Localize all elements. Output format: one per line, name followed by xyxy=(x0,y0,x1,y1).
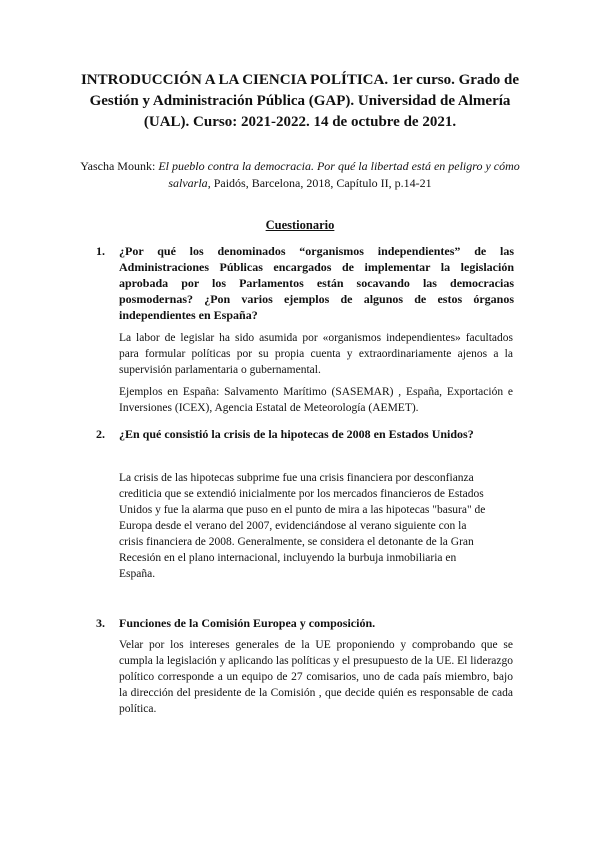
answer-1-examples: Ejemplos en España: Salvamento Marítimo (SASEMAR) , España, Exportación e Inversiones (ICEX), Agencia Estatal de Meteorología (AEMET). xyxy=(119,386,513,414)
reference-book-title: El pueblo contra la democracia. Por qué la libertad está en peligro y cómo salvarla xyxy=(158,159,520,190)
question-text: ¿En qué consistió la crisis de la hipotecas de 2008 en Estados Unidos? xyxy=(119,427,474,441)
reference-details: , Paidós, Barcelona, 2018, Capítulo II, p.14-21 xyxy=(207,176,432,190)
answer-1: La labor de legislar ha sido asumida por «organismos independientes» facultados para formular políticas por su propia cuenta y extraordinariamente ajenos a la supervisión parlamentaria o gubernamental. xyxy=(119,332,513,376)
answer-3: Velar por los intereses generales de la UE proponiendo y comprobando que se cumpla la legislación y aplicando las políticas y el presupuesto de la UE. El liderazgo político corresponde a un equipo de 27 comisarios, uno de cada país miembro, bajo la dirección del presidente de la Comisión , que decide quién es responsable de cada política. xyxy=(119,639,513,715)
question-number: 2. xyxy=(96,427,105,441)
section-title: Cuestionario xyxy=(265,218,335,232)
question-text: ¿Por qué los denominados “organismos independientes” de las Administraciones Públicas encargados de implementar la legislación aprobada por los Parlamentos están socavando las democracias posmodernas? ¿Pon varios ejemplos de algunos de estos órganos independientes en España? xyxy=(119,244,514,322)
reference-author: Yascha Mounk: xyxy=(80,159,159,173)
bibliographic-reference xyxy=(80,158,520,192)
document-title: INTRODUCCIÓN A LA CIENCIA POLÍTICA. 1er curso. Grado de Gestión y Administración Pública (GAP). Universidad de Almería (UAL). Curso: 2021-2022. 14 de octubre de 2021. xyxy=(80,72,520,130)
question-number: 1. xyxy=(96,244,105,258)
question-number: 3. xyxy=(96,616,105,630)
answer-2: La crisis de las hipotecas subprime fue una crisis financiera por desconfianza crediticia que se extendió inicialmente por los mercados financieros de Estados Unidos y fue la alarma que puso en el punto de mira a las hipotecas "basura" de Europa desde el verano del 2007, evidenciándose al verano siguiente con la crisis financiera de 2008. Generalmente, se considera el detonante de la Gran Recesión en el plano internacional, incluyendo la burbuja inmobiliaria en España. xyxy=(119,472,486,580)
question-text: Funciones de la Comisión Europea y composición. xyxy=(119,616,376,630)
